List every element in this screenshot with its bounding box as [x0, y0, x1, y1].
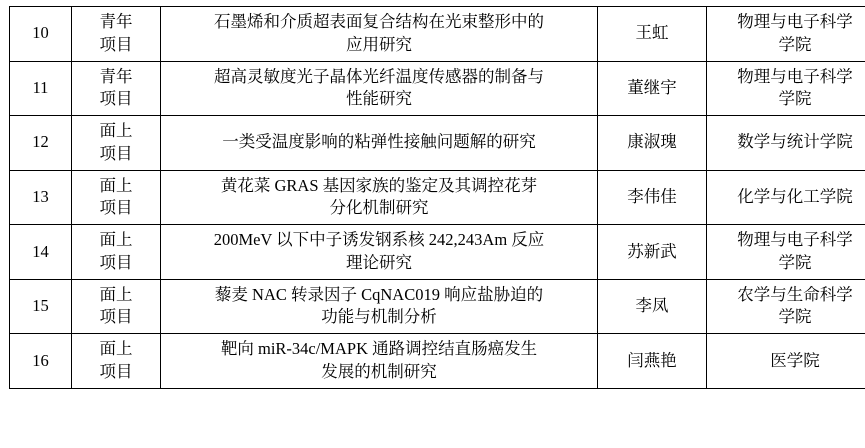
- project-type-line: 面上: [99, 284, 133, 304]
- college-name-line: 物理与电子科学: [737, 66, 853, 86]
- project-type-line: 项目: [99, 143, 133, 163]
- project-type-line: 项目: [99, 34, 133, 54]
- table-body: [10, 7, 865, 389]
- project-title-line: 超高灵敏度光子晶体光纤温度传感器的制备与: [214, 66, 544, 86]
- project-title-line: 分化机制研究: [329, 198, 429, 218]
- grant-projects-table: [9, 6, 865, 389]
- project-type: [72, 334, 161, 389]
- principal-investigator: 苏新武: [598, 225, 707, 280]
- college-name: [707, 279, 865, 334]
- table-row: [10, 279, 865, 334]
- college-name: [707, 61, 865, 116]
- college-name-line: 学院: [778, 252, 812, 272]
- project-type: [72, 225, 161, 280]
- college-name: [707, 334, 865, 389]
- college-name-line: 学院: [778, 34, 812, 54]
- table-row: [10, 116, 865, 171]
- row-number: 13: [10, 170, 72, 225]
- principal-investigator: 王虹: [598, 7, 707, 62]
- college-name-line: 医学院: [770, 350, 820, 370]
- project-title: [161, 61, 598, 116]
- project-type-line: 项目: [99, 361, 133, 381]
- principal-investigator: 董继宇: [598, 61, 707, 116]
- project-title-line: 石墨烯和介质超表面复合结构在光束整形中的: [214, 12, 544, 31]
- project-title: [161, 225, 598, 280]
- project-title-line: 靶向 miR-34c/MAPK 通路调控结直肠癌发生: [220, 339, 538, 359]
- project-type-line: 项目: [99, 89, 133, 109]
- college-name-line: 物理与电子科学: [737, 230, 853, 250]
- project-title-line: 应用研究: [346, 34, 412, 54]
- college-name: [707, 116, 865, 171]
- table-row: [10, 225, 865, 280]
- college-name: [707, 170, 865, 225]
- project-title-line: 200MeV 以下中子诱发钢系核 242,243Am 反应: [213, 230, 545, 250]
- project-type-line: 面上: [99, 121, 133, 141]
- project-title: [161, 334, 598, 389]
- row-number: 14: [10, 225, 72, 280]
- row-number: 10: [10, 7, 72, 62]
- college-name-line: 学院: [778, 89, 812, 109]
- project-type: [72, 116, 161, 171]
- principal-investigator: 闫燕艳: [598, 334, 707, 389]
- project-title: [161, 116, 598, 171]
- project-type: [72, 279, 161, 334]
- row-number: 16: [10, 334, 72, 389]
- principal-investigator: 康淑瑰: [598, 116, 707, 171]
- row-number: 12: [10, 116, 72, 171]
- principal-investigator: 李伟佳: [598, 170, 707, 225]
- project-title-line: 发展的机制研究: [321, 361, 437, 381]
- project-title-line: 黄花菜 GRAS 基因家族的鉴定及其调控花芽: [220, 175, 538, 195]
- row-number: 15: [10, 279, 72, 334]
- college-name-line: 学院: [778, 307, 812, 327]
- college-name: [707, 7, 865, 62]
- project-type-line: 面上: [99, 175, 133, 195]
- project-type-line: 项目: [99, 198, 133, 218]
- table-row: [10, 7, 865, 62]
- table-row: [10, 334, 865, 389]
- table-row: [10, 170, 865, 225]
- project-type: [72, 170, 161, 225]
- project-title: [161, 7, 598, 62]
- project-type: [72, 61, 161, 116]
- project-title: [161, 170, 598, 225]
- project-type-line: 青年: [99, 66, 133, 86]
- project-type: [72, 7, 161, 62]
- project-title-line: 性能研究: [346, 89, 412, 109]
- college-name-line: 物理与电子科学: [737, 12, 853, 31]
- project-title-line: 功能与机制分析: [321, 307, 437, 327]
- table-row: [10, 61, 865, 116]
- principal-investigator: 李凤: [598, 279, 707, 334]
- project-title-line: 一类受温度影响的粘弹性接触问题解的研究: [222, 132, 536, 152]
- project-type-line: 项目: [99, 252, 133, 272]
- project-title-line: 藜麦 NAC 转录因子 CqNAC019 响应盐胁迫的: [214, 284, 544, 304]
- college-name-line: 农学与生命科学: [737, 284, 853, 304]
- college-name: [707, 225, 865, 280]
- project-type-line: 面上: [99, 339, 133, 359]
- project-type-line: 青年: [99, 12, 133, 31]
- row-number: 11: [10, 61, 72, 116]
- project-title-line: 理论研究: [346, 252, 412, 272]
- college-name-line: 化学与化工学院: [737, 186, 853, 206]
- project-type-line: 项目: [99, 307, 133, 327]
- college-name-line: 数学与统计学院: [737, 132, 853, 152]
- project-title: [161, 279, 598, 334]
- project-type-line: 面上: [99, 230, 133, 250]
